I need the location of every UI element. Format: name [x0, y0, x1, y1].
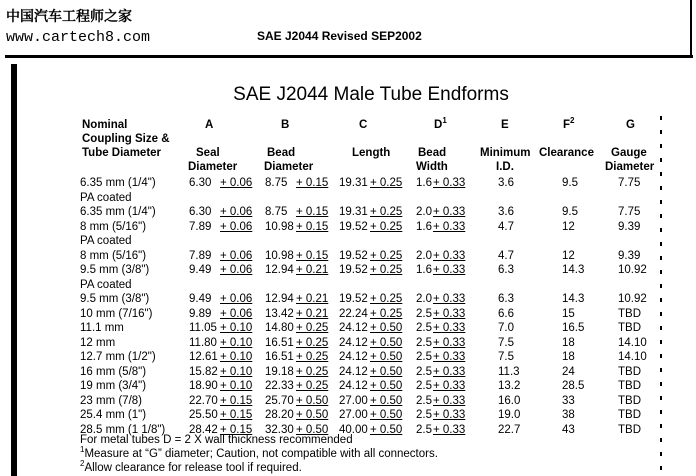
cell-ct: + 0.50: [370, 351, 403, 363]
cell-b: 13.42: [265, 307, 294, 320]
cell-at: + 0.06: [220, 177, 253, 189]
cell-b: 16.51: [265, 336, 294, 349]
cell-f: 38: [562, 409, 575, 421]
cell-ct: + 0.50: [370, 322, 403, 334]
cell-e: 16.0: [498, 394, 521, 407]
cell-ct: + 0.25: [370, 177, 403, 189]
cell-c: 24.12: [339, 365, 368, 378]
cell-bt: + 0.25: [296, 351, 329, 363]
header-a-line2: Diameter: [188, 161, 238, 173]
cell-d: 2.5: [416, 409, 432, 421]
cell-a: 11.80: [189, 336, 217, 349]
footnote-2-marker: 2: [80, 459, 85, 469]
cell-at: + 0.15: [220, 409, 253, 421]
footnote-2: [80, 461, 302, 475]
header-letter-d: [434, 118, 447, 132]
cell-size: 10 mm (7/16"): [80, 307, 153, 320]
cell-bt: + 0.21: [296, 307, 329, 320]
cell-d: 2.5: [416, 365, 432, 378]
header-letter-e: E: [501, 119, 509, 131]
cell-f: 33: [562, 394, 575, 407]
header-f-line1: Clearance: [539, 147, 594, 159]
cell-a: 12.61: [189, 351, 218, 363]
cell-a: 7.89: [189, 220, 212, 233]
cell-size: 9.5 mm (3/8"): [80, 293, 150, 305]
cell-dt: + 0.33: [433, 409, 466, 421]
cell-f: 9.5: [562, 206, 578, 218]
cell-dt: + 0.33: [433, 394, 466, 407]
cell-g: 14.10: [618, 351, 647, 363]
cell-dt: + 0.33: [433, 380, 466, 392]
cell-c: 19.52: [339, 249, 368, 262]
cell-c: 19.52: [339, 264, 368, 276]
cell-size: 11.1 mm: [80, 322, 124, 334]
cell-bt: + 0.21: [296, 264, 329, 276]
cell-e: 6.3: [498, 264, 514, 276]
cell-at: + 0.06: [220, 264, 253, 276]
cell-g: TBD: [618, 307, 641, 320]
cell-b: 16.51: [265, 351, 294, 363]
cell-at: + 0.06: [220, 206, 253, 218]
cell-e: 4.7: [498, 249, 514, 262]
cell-f: 9.5: [562, 177, 578, 189]
cell-c: 22.24: [339, 307, 368, 320]
cell-ct: + 0.50: [370, 409, 403, 421]
cell-e: 6.6: [498, 307, 514, 320]
cell-b: 32.30: [265, 423, 294, 436]
cell-c: 24.12: [339, 322, 368, 334]
cell-bt: + 0.50: [296, 394, 329, 407]
cell-size: 19 mm (3/4"): [80, 380, 147, 392]
cell-e: 7.0: [498, 322, 514, 334]
cell-bt: + 0.15: [296, 220, 329, 233]
cell-dt: + 0.33: [433, 423, 466, 436]
cell-at: + 0.10: [220, 380, 253, 392]
header-nominal: Nominal: [82, 119, 128, 131]
cell-g: 10.92: [618, 264, 647, 276]
top-rule: [5, 55, 693, 58]
cell-g: 7.75: [618, 177, 641, 189]
cell-dt: + 0.33: [433, 264, 466, 276]
cell-c: 19.52: [339, 293, 368, 305]
cell-g: TBD: [618, 394, 641, 407]
cell-g: 9.39: [618, 249, 641, 262]
cell-dt: + 0.33: [433, 351, 466, 363]
right-rule: [690, 0, 692, 56]
header-b-line2: Diameter: [264, 161, 314, 173]
cell-f: 18: [562, 336, 575, 349]
cell-g: 9.39: [618, 220, 641, 233]
cell-c: 24.12: [339, 336, 368, 349]
cell-size: PA coated: [80, 191, 132, 204]
cell-dt: + 0.33: [433, 365, 466, 378]
cell-f: 18: [562, 351, 575, 363]
cell-f: 43: [562, 423, 575, 436]
cell-d: 1.6: [416, 264, 432, 276]
cell-c: 19.31: [339, 206, 368, 218]
cell-dt: + 0.33: [433, 177, 466, 189]
cell-size: 16 mm (5/8"): [80, 365, 147, 378]
cell-bt: + 0.50: [296, 423, 329, 436]
cell-ct: + 0.25: [370, 206, 403, 218]
header-letter-f: [563, 118, 574, 132]
cell-ct: + 0.25: [370, 264, 403, 276]
cell-g: 7.75: [618, 206, 641, 218]
cell-size: 28.5 mm (1 1/8"): [80, 423, 166, 436]
cell-ct: + 0.25: [370, 249, 403, 262]
cell-size: 8 mm (5/16"): [80, 220, 147, 233]
cell-dt: + 0.33: [433, 293, 466, 305]
cell-d: 1.6: [416, 220, 432, 233]
header-e-line2: I.D.: [496, 161, 514, 173]
cell-bt: + 0.25: [296, 336, 329, 349]
cell-bt: + 0.21: [296, 293, 329, 305]
header-letter-a: A: [205, 119, 214, 131]
cell-e: 11.3: [498, 365, 520, 378]
cell-g: TBD: [618, 380, 641, 392]
watermark-chinese: 中国汽车工程师之家: [6, 9, 132, 25]
cell-size: 23 mm (7/8): [80, 394, 142, 407]
footnote-1-marker: 1: [80, 445, 85, 455]
cell-bt: + 0.50: [296, 409, 329, 421]
cell-b: 25.70: [265, 394, 294, 407]
cell-f: 14.3: [562, 293, 585, 305]
header-d-line1: Bead: [418, 147, 447, 159]
cell-b: 12.94: [265, 293, 294, 305]
cell-dt: + 0.33: [433, 322, 466, 334]
header-a-line1: Seal: [196, 147, 220, 159]
cell-g: 14.10: [618, 336, 647, 349]
cell-b: 8.75: [265, 177, 288, 189]
cell-ct: + 0.50: [370, 380, 403, 392]
cell-e: 3.6: [498, 177, 514, 189]
cell-a: 15.82: [189, 365, 218, 378]
cell-d: 2.0: [416, 293, 432, 305]
cell-b: 19.18: [265, 365, 294, 378]
cell-e: 19.0: [498, 409, 521, 421]
cell-bt: + 0.15: [296, 177, 329, 189]
cell-at: + 0.10: [220, 365, 253, 378]
cell-at: + 0.10: [220, 351, 253, 363]
header-letter-c: C: [359, 119, 368, 131]
cell-c: 19.52: [339, 220, 368, 233]
header-letter-d-text: D: [434, 119, 443, 131]
cell-size: 9.5 mm (3/8"): [80, 264, 150, 276]
footnote-1-text: Measure at “G” diameter; Caution, not compatible with all connectors.: [84, 448, 438, 460]
revision-header: SAE J2044 Revised SEP2002: [257, 29, 422, 43]
cell-d: 2.5: [416, 351, 432, 363]
cell-a: 25.50: [189, 409, 218, 421]
cell-c: 24.12: [339, 351, 368, 363]
cell-e: 7.5: [498, 351, 514, 363]
cell-size: 12 mm: [80, 336, 116, 349]
cell-dt: + 0.33: [433, 249, 466, 262]
cell-a: 6.30: [189, 177, 212, 189]
cell-ct: + 0.50: [370, 365, 403, 378]
cell-b: 8.75: [265, 206, 288, 218]
header-d-line2: Width: [416, 161, 448, 173]
cell-bt: + 0.25: [296, 322, 329, 334]
cell-f: 28.5: [562, 380, 585, 392]
cell-a: 9.49: [189, 264, 212, 276]
cell-bt: + 0.15: [296, 249, 329, 262]
cell-ct: + 0.25: [370, 220, 403, 233]
cell-g: TBD: [618, 322, 641, 334]
cell-a: 18.90: [189, 380, 218, 392]
cell-f: 14.3: [562, 264, 585, 276]
cell-b: 28.20: [265, 409, 294, 421]
cell-e: 7.5: [498, 336, 514, 349]
cell-d: 2.5: [416, 380, 432, 392]
header-letter-f-text: F: [563, 119, 571, 131]
watermark-url: www.cartech8.com: [6, 29, 151, 46]
cell-d: 1.6: [416, 177, 432, 189]
cell-d: 2.5: [416, 336, 432, 349]
cell-at: + 0.15: [220, 394, 253, 407]
cell-ct: + 0.50: [370, 394, 403, 407]
cell-dt: + 0.33: [433, 220, 466, 233]
cell-g: TBD: [618, 423, 641, 436]
cell-f: 24: [562, 365, 575, 378]
cell-size: 6.35 mm (1/4"): [80, 206, 156, 218]
cell-dt: + 0.33: [433, 307, 466, 320]
cell-dt: + 0.33: [433, 206, 466, 218]
cell-g: TBD: [618, 365, 641, 378]
cell-ct: + 0.25: [370, 307, 403, 320]
cell-a: 11.05: [189, 322, 217, 334]
cell-d: 2.0: [416, 249, 432, 262]
cell-a: 9.89: [189, 307, 212, 320]
cell-at: + 0.10: [220, 322, 253, 334]
cell-c: 24.12: [339, 380, 368, 392]
cell-a: 28.42: [189, 423, 218, 436]
cell-a: 6.30: [189, 206, 212, 218]
cell-a: 22.70: [189, 394, 218, 407]
header-letter-f-sup: 2: [570, 116, 575, 126]
cell-b: 10.98: [265, 220, 294, 233]
cell-e: 6.3: [498, 293, 514, 305]
cell-at: + 0.06: [220, 293, 253, 305]
cell-size: PA coated: [80, 278, 132, 291]
cell-size: 25.4 mm (1"): [80, 409, 147, 421]
cell-at: + 0.06: [220, 220, 253, 233]
cell-e: 3.6: [498, 206, 514, 218]
cell-ct: + 0.50: [370, 423, 403, 436]
cell-at: + 0.06: [220, 307, 253, 320]
right-tick-marks: [660, 116, 662, 476]
cell-f: 12: [562, 220, 575, 233]
left-rule: [11, 64, 17, 476]
cell-g: 10.92: [618, 293, 647, 305]
cell-f: 12: [562, 249, 575, 262]
cell-c: 40.00: [339, 423, 368, 436]
cell-d: 2.5: [416, 322, 432, 334]
cell-size: 8 mm (5/16"): [80, 249, 147, 262]
footnote-2-text: Allow clearance for release tool if required.: [84, 462, 302, 474]
cell-at: + 0.06: [220, 249, 253, 262]
cell-bt: + 0.25: [296, 380, 329, 392]
cell-bt: + 0.25: [296, 365, 329, 378]
header-g-line1: Gauge: [611, 147, 647, 159]
cell-at: + 0.15: [220, 423, 253, 436]
header-g-line2: Diameter: [605, 161, 655, 173]
cell-ct: + 0.50: [370, 336, 403, 349]
cell-b: 10.98: [265, 249, 294, 262]
cell-c: 27.00: [339, 394, 368, 407]
cell-a: 9.49: [189, 293, 212, 305]
header-letter-b: B: [281, 119, 290, 131]
header-tube-diameter: Tube Diameter: [82, 147, 162, 159]
header-c-line1: Length: [352, 147, 391, 159]
cell-d: 2.5: [416, 307, 432, 320]
cell-c: 27.00: [339, 409, 368, 421]
cell-dt: + 0.33: [433, 336, 466, 349]
cell-size: 6.35 mm (1/4"): [80, 177, 156, 189]
cell-d: 2.5: [416, 394, 432, 407]
cell-bt: + 0.15: [296, 206, 329, 218]
cell-f: 15: [562, 307, 575, 320]
header-letter-d-sup: 1: [442, 116, 447, 126]
cell-d: 2.5: [416, 423, 432, 436]
header-letter-g: G: [626, 119, 635, 131]
footnote-1: [80, 447, 438, 461]
cell-ct: + 0.25: [370, 293, 403, 305]
cell-e: 4.7: [498, 220, 514, 233]
cell-c: 19.31: [339, 177, 368, 189]
note-metal-tubes: For metal tubes D = 2 X wall thickness recommended: [80, 434, 353, 446]
cell-b: 12.94: [265, 264, 294, 276]
cell-at: + 0.10: [220, 336, 253, 349]
header-coupling: Coupling Size &: [82, 133, 170, 145]
cell-e: 22.7: [498, 423, 521, 436]
cell-e: 13.2: [498, 380, 521, 392]
cell-d: 2.0: [416, 206, 432, 218]
cell-g: TBD: [618, 409, 641, 421]
header-e-line1: Minimum: [480, 147, 531, 159]
table-title: SAE J2044 Male Tube Endforms: [233, 84, 509, 105]
header-b-line1: Bead: [267, 147, 296, 159]
cell-size: PA coated: [80, 235, 132, 247]
cell-size: 12.7 mm (1/2"): [80, 351, 156, 363]
cell-b: 22.33: [265, 380, 294, 392]
cell-b: 14.80: [265, 322, 294, 334]
cell-f: 16.5: [562, 322, 585, 334]
cell-a: 7.89: [189, 249, 212, 262]
